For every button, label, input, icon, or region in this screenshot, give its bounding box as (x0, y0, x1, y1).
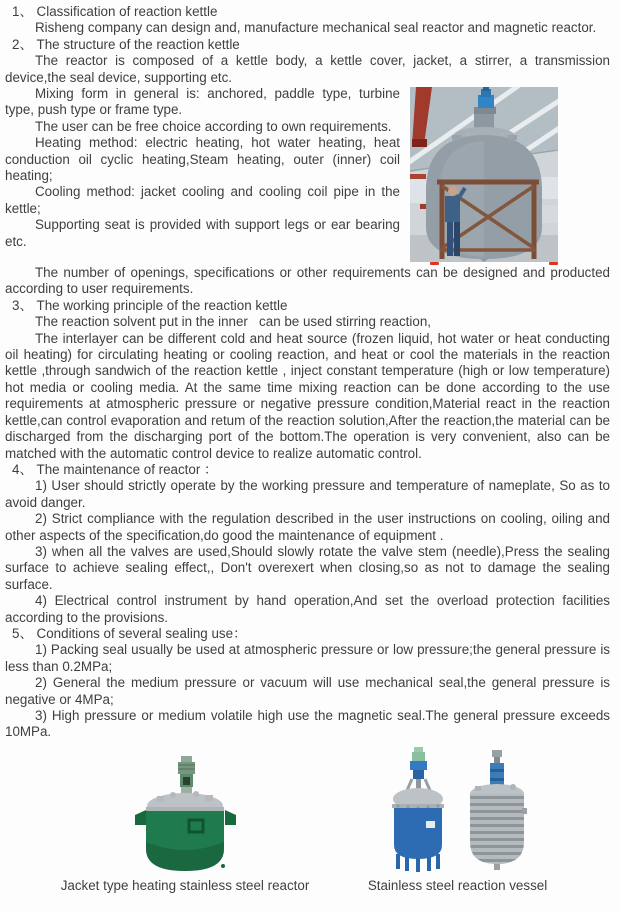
reactor-factory-photo (410, 87, 558, 262)
green-jacket-reactor-image (133, 754, 238, 874)
coil-reactor-image (467, 750, 527, 874)
figure-caption-stainless-vessel: Stainless steel reaction vessel (367, 877, 548, 893)
section-1-paragraph: Risheng company can design and, manufacture mechanical seal reactor and magnetic reactor. (35, 20, 597, 36)
section-4-heading: 4、 The maintenance of reactor ： (12, 461, 218, 477)
section-3-heading: 3、 The working principle of the reaction kettle (12, 297, 288, 313)
section-2-paragraph-user-choice: The user can be free choice according to own requirements. (35, 118, 392, 134)
section-4-item-4: 4) Electrical control instrument by hand operation,And set the overload protection facilities according to the provisions. (5, 593, 610, 625)
vessel-pair (388, 747, 527, 874)
section-3-paragraph-solvent: The reaction solvent put in the inner can be used stirring reaction, (35, 314, 431, 330)
section-1-heading: 1、 Classification of reaction kettle (12, 4, 218, 19)
section-2-paragraph-openings: The number of openings, specifications or other requirements can be designed and producted according to user requirements. (5, 265, 610, 297)
section-5-item-1: 1) Packing seal usually be used at atmospheric pressure or low pressure;the general pressure is less than 0.2MPa; (5, 642, 610, 674)
product-figures-row (5, 741, 610, 894)
red-underline-mark (430, 262, 439, 265)
section-2-paragraph-heating: Heating method: electric heating, hot water heating, heat conduction oil cyclic heating,Steam heating, outer (inner) coil heating; (5, 135, 400, 184)
section-2-paragraph-mixing: Mixing form in general is: anchored, paddle type, turbine type, push type or frame type. (5, 86, 400, 118)
section-2-paragraph-structure: The reactor is composed of a kettle body, a kettle cover, jacket, a stirrer, a transmission device,the seal device, supporting etc. (5, 53, 610, 85)
section-2-heading: 2、 The structure of the reaction kettle (12, 36, 240, 52)
section-2-paragraph-cooling: Cooling method: jacket cooling and cooling coil pipe in the kettle; (5, 184, 400, 216)
section-2-paragraph-supporting: Supporting seat is provided with support legs or ear bearing etc. (5, 217, 400, 249)
figure-stainless-vessels (340, 747, 575, 894)
section-4-item-1: 1) User should strictly operate by the working pressure and temperature of nameplate, So as to avoid danger. (5, 478, 610, 510)
section-5-item-2: 2) General the medium pressure or vacuum will use mechanical seal,the general pressure is negative or 4MPa; (5, 675, 610, 707)
section-4-item-2: 2) Strict compliance with the regulation described in the user instructions on cooling, oiling and other aspects of the specification,do good the maintenance of equipment . (5, 511, 610, 543)
section-5-item-3: 3) High pressure or medium volatile high use the magnetic seal.The general pressure exceeds 10MPa. (5, 708, 610, 740)
figure-jacket-reactor (40, 754, 330, 894)
red-underline-mark (549, 262, 558, 265)
figure-caption-jacket-reactor: Jacket type heating stainless steel reactor (60, 877, 310, 893)
section-5-heading: 5、 Conditions of several sealing use： (12, 625, 247, 641)
section-3-paragraph-interlayer: The interlayer can be different cold and heat source (frozen liquid, hot water or heat conducting oil heating) for circulating heating or cooling reaction, and heat or cool the materials in the reaction kettle ,through sandwich of the reaction kettle , inject constant temperature (high or low temperature) hot media or cooling media. At the same time mixing reaction can be done according to the use requirements at atmospheric pressure or negative pressure condition,Material react in the reaction kettle,can control evaporation and retum of the reaction solution,After the reaction,the material can be discharged from the discharging port of the bottom.The operation is very convenient, also can be matched with the automatic control device to realize automatic control. (5, 330, 610, 461)
factory-reactor-photo-image (410, 87, 558, 262)
section-4-item-3: 3) when all the valves are used,Should slowly rotate the valve stem (needle),Press the sealing surface to achieve sealing effect,, Don't overexert when closing,so as not to damage the sealing surface. (5, 543, 610, 592)
blue-reactor-image (388, 747, 448, 874)
